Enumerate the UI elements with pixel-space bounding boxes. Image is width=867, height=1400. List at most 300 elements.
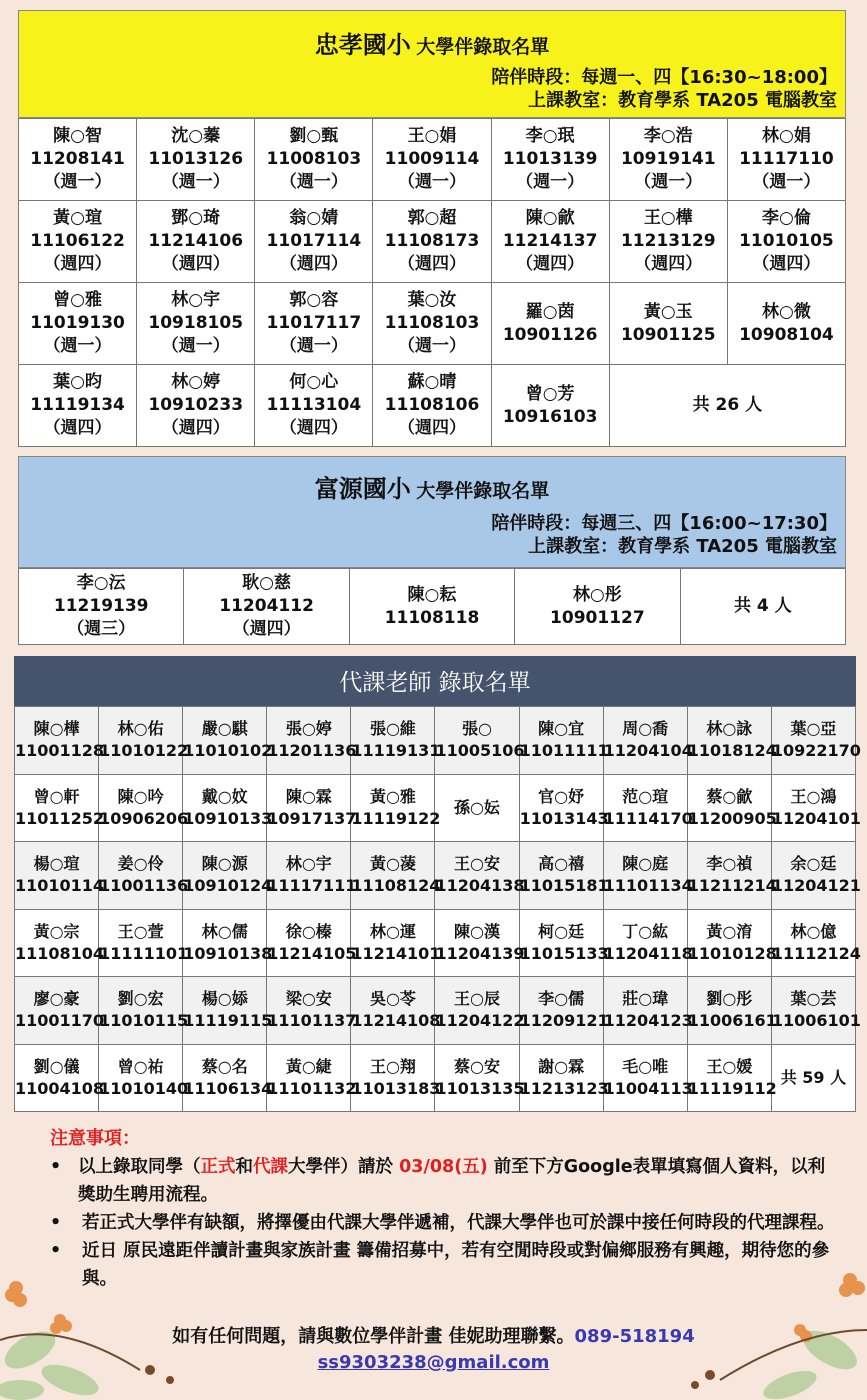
student-cell [727,283,845,365]
student-id: 11112124 [771,943,861,963]
list-subtitle: 大學伴錄取名單 [416,36,550,58]
zhongxiao-title [19,11,845,60]
student-cell [727,201,845,283]
weekday: （週一） [397,336,466,356]
fuyuan-table [18,568,846,645]
student-cell [373,201,491,283]
student-id: 11214101 [351,943,441,963]
student-name: 李○浩 [643,126,693,146]
list-subtitle: 大學伴錄取名單 [416,480,550,502]
total-count: 共 26 人 [609,365,845,447]
teacher-cell [603,774,693,842]
teacher-cell [603,707,693,775]
student-name: 陳○漢 [454,921,500,941]
student-cell [137,283,255,365]
student-cell [609,201,727,283]
student-name: 黃○緁 [285,1056,332,1076]
school-name: 忠孝國小 [314,31,411,59]
fuyuan-header [18,456,846,568]
teacher-cell [267,1044,357,1112]
teacher-cell [519,977,609,1045]
student-id: 11017114 [266,231,362,251]
student-name: 孫○妘 [454,797,500,817]
note-item [50,1209,840,1237]
student-name: 王○媛 [706,1056,753,1076]
student-cell [491,283,609,365]
student-id: 11004108 [15,1078,105,1098]
student-name: 范○瑄 [622,786,669,806]
student-name: 蔡○名 [201,1056,248,1076]
student-name: 蔡○歈 [706,786,753,806]
teacher-cell [687,842,777,910]
fuyuan-title [19,457,845,504]
teacher-cell [435,707,525,775]
teacher-cell [771,774,861,842]
student-name: 楊○婖 [201,989,248,1009]
student-name: 王○安 [454,854,500,874]
total-count: 共 59 人 [771,1044,855,1112]
student-id: 11119122 [351,808,441,828]
student-cell [515,569,680,645]
note-text: 前至下方Google表單填寫個人資料，以利獎助生聘用流程。 [78,1157,826,1205]
section-substitute [14,656,861,1112]
student-id: 11019130 [30,313,125,333]
teacher-cell [15,977,105,1045]
student-name: 張○婷 [285,719,332,739]
student-name: 王○娟 [407,126,457,146]
student-id: 11006161 [687,1011,777,1031]
weekday: （週四） [161,418,230,438]
student-id: 10916103 [502,406,598,427]
student-name: 林○佑 [117,719,164,739]
student-id: 10910233 [148,395,244,415]
table-row [15,909,856,977]
teacher-cell [183,1044,273,1112]
student-name: 曾○芳 [525,383,575,404]
student-id: 11101137 [267,1011,357,1031]
student-name: 李○禎 [706,854,753,874]
student-id: 11013135 [435,1078,525,1098]
student-id: 11004113 [603,1078,693,1098]
teacher-cell [183,774,273,842]
student-id: 11119134 [30,395,125,415]
student-name: 羅○茵 [525,301,575,322]
student-cell [373,119,491,201]
student-name: 曾○軒 [33,786,80,806]
student-cell [255,119,373,201]
notes-title: 注意事項： [50,1128,140,1149]
student-name: 林○宇 [171,290,221,310]
student-id: 11214137 [502,231,598,251]
weekday: （週四） [279,254,348,274]
table-row [19,365,846,447]
student-cell [19,283,137,365]
teacher-cell [99,842,189,910]
student-id: 11011111 [519,741,609,761]
school-name: 富源國小 [314,475,411,503]
email-link[interactable]: ss9303238@gmail.com [317,1352,550,1373]
student-name: 陳○霖 [285,786,332,806]
student-id: 10901125 [620,324,716,345]
student-id: 11015181 [519,876,609,896]
note-text: 大學伴）請於 [288,1157,393,1177]
student-name: 黃○宗 [33,921,80,941]
student-id: 11211214 [687,876,777,896]
student-name: 陳○歈 [525,208,575,228]
student-id: 10906206 [99,808,189,828]
student-name: 陳○吟 [117,786,164,806]
student-cell [491,201,609,283]
teacher-cell [183,909,273,977]
student-name: 王○萱 [117,921,164,941]
student-name: 李○珉 [525,126,575,146]
student-id: 11113104 [266,395,362,415]
student-name: 沈○蓁 [171,126,221,146]
teacher-cell [435,977,525,1045]
student-name: 余○廷 [790,854,837,874]
student-id: 10908104 [739,324,834,345]
phone-number[interactable]: 089-518194 [574,1326,695,1347]
teacher-cell [267,977,357,1045]
student-id: 11204118 [603,943,693,963]
student-name: 何○心 [289,372,339,392]
student-name: 鄧○琦 [171,208,221,228]
weekday: （週一） [752,172,821,192]
student-id: 11101134 [603,876,693,896]
student-name: 陳○源 [201,854,248,874]
table-row [19,119,846,201]
student-name: 謝○霖 [538,1056,585,1076]
student-name: 林○詠 [706,719,753,739]
student-name: 王○樺 [643,208,693,228]
flower-decoration-right-icon [680,1240,867,1400]
teacher-cell [603,909,693,977]
student-id: 11111101 [99,943,189,963]
teacher-cell [351,707,441,775]
teacher-cell [519,707,609,775]
teacher-cell [435,842,525,910]
teacher-cell [351,977,441,1045]
student-id: 11106134 [183,1078,273,1098]
student-name: 柯○廷 [538,921,585,941]
weekday: （週四） [161,254,230,274]
teacher-cell [519,909,609,977]
substitute-title: 代課老師 錄取名單 [14,656,856,706]
student-cell [727,119,845,201]
student-cell [609,119,727,201]
student-name: 林○婷 [171,372,221,392]
student-name: 劉○儀 [33,1056,80,1076]
teacher-cell [771,842,861,910]
student-name: 葉○昀 [53,372,102,392]
student-id: 10922170 [771,741,861,761]
student-id: 11204104 [603,741,693,761]
weekday: （週一） [279,172,348,192]
teacher-cell [519,1044,609,1112]
student-name: 葉○芸 [790,989,837,1009]
student-name: 劉○彤 [706,989,753,1009]
student-id: 10919141 [620,149,716,169]
note-text: 若正式大學伴有缺額，將擇優由代課大學伴遞補，代課大學伴也可於課中接任何時段的代理課程。 [82,1213,835,1233]
note-text: 近日 原民遠距伴讀計畫與家族計畫 籌備招募中，若有空閒時段或對偏鄉服務有興趣，期待您的參與。 [82,1241,830,1289]
student-cell [373,365,491,447]
contact-text: 如有任何問題，請與數位學伴計畫 佳妮助理聯繫。 [172,1326,575,1347]
student-cell [184,569,349,645]
student-id: 10918105 [148,313,244,333]
table-row [19,201,846,283]
student-id: 11213123 [519,1078,609,1098]
weekday: （週一） [43,336,112,356]
table-row [15,707,856,775]
student-name: 陳○宜 [538,719,585,739]
teacher-cell [267,774,357,842]
student-id: 11201136 [267,741,357,761]
student-id: 11010114 [15,876,105,896]
student-id: 11006101 [771,1011,861,1031]
student-cell [349,569,514,645]
student-id: 11015133 [519,943,609,963]
bullet-icon: • [50,1157,62,1177]
student-id: 11101132 [267,1078,357,1098]
student-name: 王○鴻 [790,786,837,806]
student-name: 郭○容 [289,290,339,310]
teacher-cell [435,1044,525,1112]
student-id: 11010105 [739,231,834,251]
student-name: 梁○安 [285,989,332,1009]
student-id: 10917137 [267,808,357,828]
student-id: 11213129 [620,231,716,251]
teacher-cell [687,977,777,1045]
student-name: 郭○超 [407,208,457,228]
zhongxiao-header [18,10,846,118]
student-name: 莊○瑋 [622,989,669,1009]
student-id: 11010102 [183,741,273,761]
student-cell [373,283,491,365]
teacher-cell [771,909,861,977]
student-id: 11114170 [603,808,693,828]
student-id: 11214108 [351,1011,441,1031]
schedule-time: 陪伴時段：每週一、四【16:30~18:00】 [491,67,837,88]
student-id: 11001170 [15,1011,105,1031]
student-id: 11214106 [148,231,244,251]
student-name: 廖○豪 [33,989,80,1009]
student-cell [491,365,609,447]
weekday: （週四） [43,418,112,438]
student-id: 11108173 [384,231,480,251]
student-name: 林○彤 [572,584,622,605]
student-id: 11001128 [15,741,105,761]
teacher-cell [267,842,357,910]
table-row [15,842,856,910]
teacher-cell [603,1044,693,1112]
student-name: 曾○祐 [117,1056,164,1076]
student-name: 李○儒 [538,989,585,1009]
student-cell [255,201,373,283]
student-name: 黃○玉 [643,301,693,322]
student-id: 11013143 [519,808,609,828]
teacher-cell [435,909,525,977]
student-id: 10910138 [183,943,273,963]
student-name: 蔡○安 [454,1056,500,1076]
table-row [15,1044,856,1112]
teacher-cell [267,707,357,775]
student-id: 11108103 [384,313,480,333]
classroom: 上課教室：教育學系 TA205 電腦教室 [528,90,837,111]
weekday: （週一） [634,172,703,192]
student-name: 李○倫 [762,208,811,228]
teacher-cell [687,707,777,775]
student-id: 11010122 [99,741,189,761]
teacher-cell [99,977,189,1045]
student-id: 11018124 [687,741,777,761]
student-name: 姜○伶 [117,854,164,874]
student-id: 11108104 [15,943,105,963]
weekday: （週一） [161,336,230,356]
weekday: （週四） [397,418,466,438]
student-name: 林○宇 [285,854,332,874]
student-id: 11001136 [99,876,189,896]
teacher-cell [687,1044,777,1112]
teacher-cell [183,977,273,1045]
student-id: 11117110 [739,149,834,169]
teacher-cell [603,842,693,910]
student-name: 王○翔 [369,1056,416,1076]
student-cell [491,119,609,201]
student-cell [137,201,255,283]
student-id: 11108106 [384,395,480,415]
teacher-cell [267,909,357,977]
schedule-time: 陪伴時段：每週三、四【16:00~17:30】 [491,513,837,534]
student-id: 11108118 [384,607,480,628]
student-id: 11204139 [435,943,525,963]
student-name: 楊○瑄 [33,854,80,874]
student-id: 11013139 [502,149,598,169]
student-id: 11209121 [519,1011,609,1031]
student-id: 11010115 [99,1011,189,1031]
student-name: 高○禧 [538,854,585,874]
weekday: （週一） [279,336,348,356]
note-item [50,1153,840,1209]
teacher-cell [15,909,105,977]
student-cell [19,201,137,283]
teacher-cell [771,977,861,1045]
table-row [19,283,846,365]
student-cell [19,569,184,645]
substitute-label: 代課 [253,1157,288,1177]
student-id: 11005106 [435,741,525,761]
teacher-cell [183,842,273,910]
teacher-cell [771,707,861,775]
student-name: 林○微 [762,301,811,322]
teacher-cell [15,1044,105,1112]
total-count: 共 4 人 [680,569,845,645]
student-name: 毛○唯 [622,1056,669,1076]
teacher-cell [183,707,273,775]
teacher-cell [351,1044,441,1112]
student-name: 林○儒 [201,921,248,941]
classroom: 上課教室：教育學系 TA205 電腦教室 [528,536,837,557]
formal-label: 正式 [200,1157,236,1177]
student-name: 黃○瑄 [53,208,102,228]
student-name: 官○妤 [538,786,585,806]
student-id: 11009114 [384,149,480,169]
student-name: 劉○甄 [289,126,339,146]
weekday: （週四） [752,254,821,274]
teacher-cell [351,909,441,977]
student-id: 11011252 [15,808,105,828]
student-id: 11106122 [30,231,125,251]
student-name: 王○辰 [454,989,500,1009]
student-id: 11010140 [99,1078,189,1098]
table-row [15,774,856,842]
student-name: 徐○榛 [285,921,332,941]
student-name: 張○ [462,719,492,739]
weekday: （週四） [43,254,112,274]
student-name: 黃○雅 [369,786,416,806]
deadline-date: 03/08(五) [399,1157,488,1177]
weekday: （週四） [232,619,301,639]
teacher-cell [15,707,105,775]
student-id: 11013183 [351,1078,441,1098]
student-name: 李○沄 [76,573,126,593]
student-name: 黃○蓤 [369,854,416,874]
student-id: 11017117 [266,313,362,333]
student-cell [19,119,137,201]
teacher-cell [435,774,519,842]
weekday: （週一） [516,172,585,192]
student-id: 11008103 [266,149,362,169]
teacher-cell [519,842,609,910]
student-id: 11204138 [435,876,525,896]
student-id: 11010128 [687,943,777,963]
student-name: 嚴○騏 [201,719,248,739]
weekday: （週三） [67,619,136,639]
student-cell [255,283,373,365]
student-id: 11204122 [435,1011,525,1031]
substitute-table [14,706,861,1112]
student-name: 陳○耘 [407,584,457,605]
teacher-cell [15,774,105,842]
student-name: 林○娟 [762,126,811,146]
student-name: 戴○妏 [201,786,248,806]
student-id: 11208141 [30,149,125,169]
weekday: （週一） [161,172,230,192]
student-name: 陳○庭 [622,854,669,874]
student-id: 11108124 [351,876,441,896]
student-id: 11204121 [771,876,861,896]
student-name: 張○維 [369,719,416,739]
zhongxiao-table [18,118,846,447]
table-row [15,977,856,1045]
note-text: 以上錄取同學（ [78,1157,201,1177]
student-id: 10910124 [183,876,273,896]
student-id: 11214105 [267,943,357,963]
teacher-cell [687,909,777,977]
student-id: 10901126 [502,324,598,345]
flower-decoration-left-icon [0,1240,200,1400]
teacher-cell [519,774,609,842]
student-name: 丁○紘 [622,921,669,941]
table-row [19,569,846,645]
student-id: 11204112 [219,596,314,616]
student-name: 葉○汝 [407,290,457,310]
student-name: 陳○樺 [33,719,80,739]
student-name: 蘇○晴 [407,372,457,392]
student-id: 11219139 [53,596,149,616]
weekday: （週一） [397,172,466,192]
teacher-cell [351,842,441,910]
student-name: 吳○苓 [369,989,416,1009]
